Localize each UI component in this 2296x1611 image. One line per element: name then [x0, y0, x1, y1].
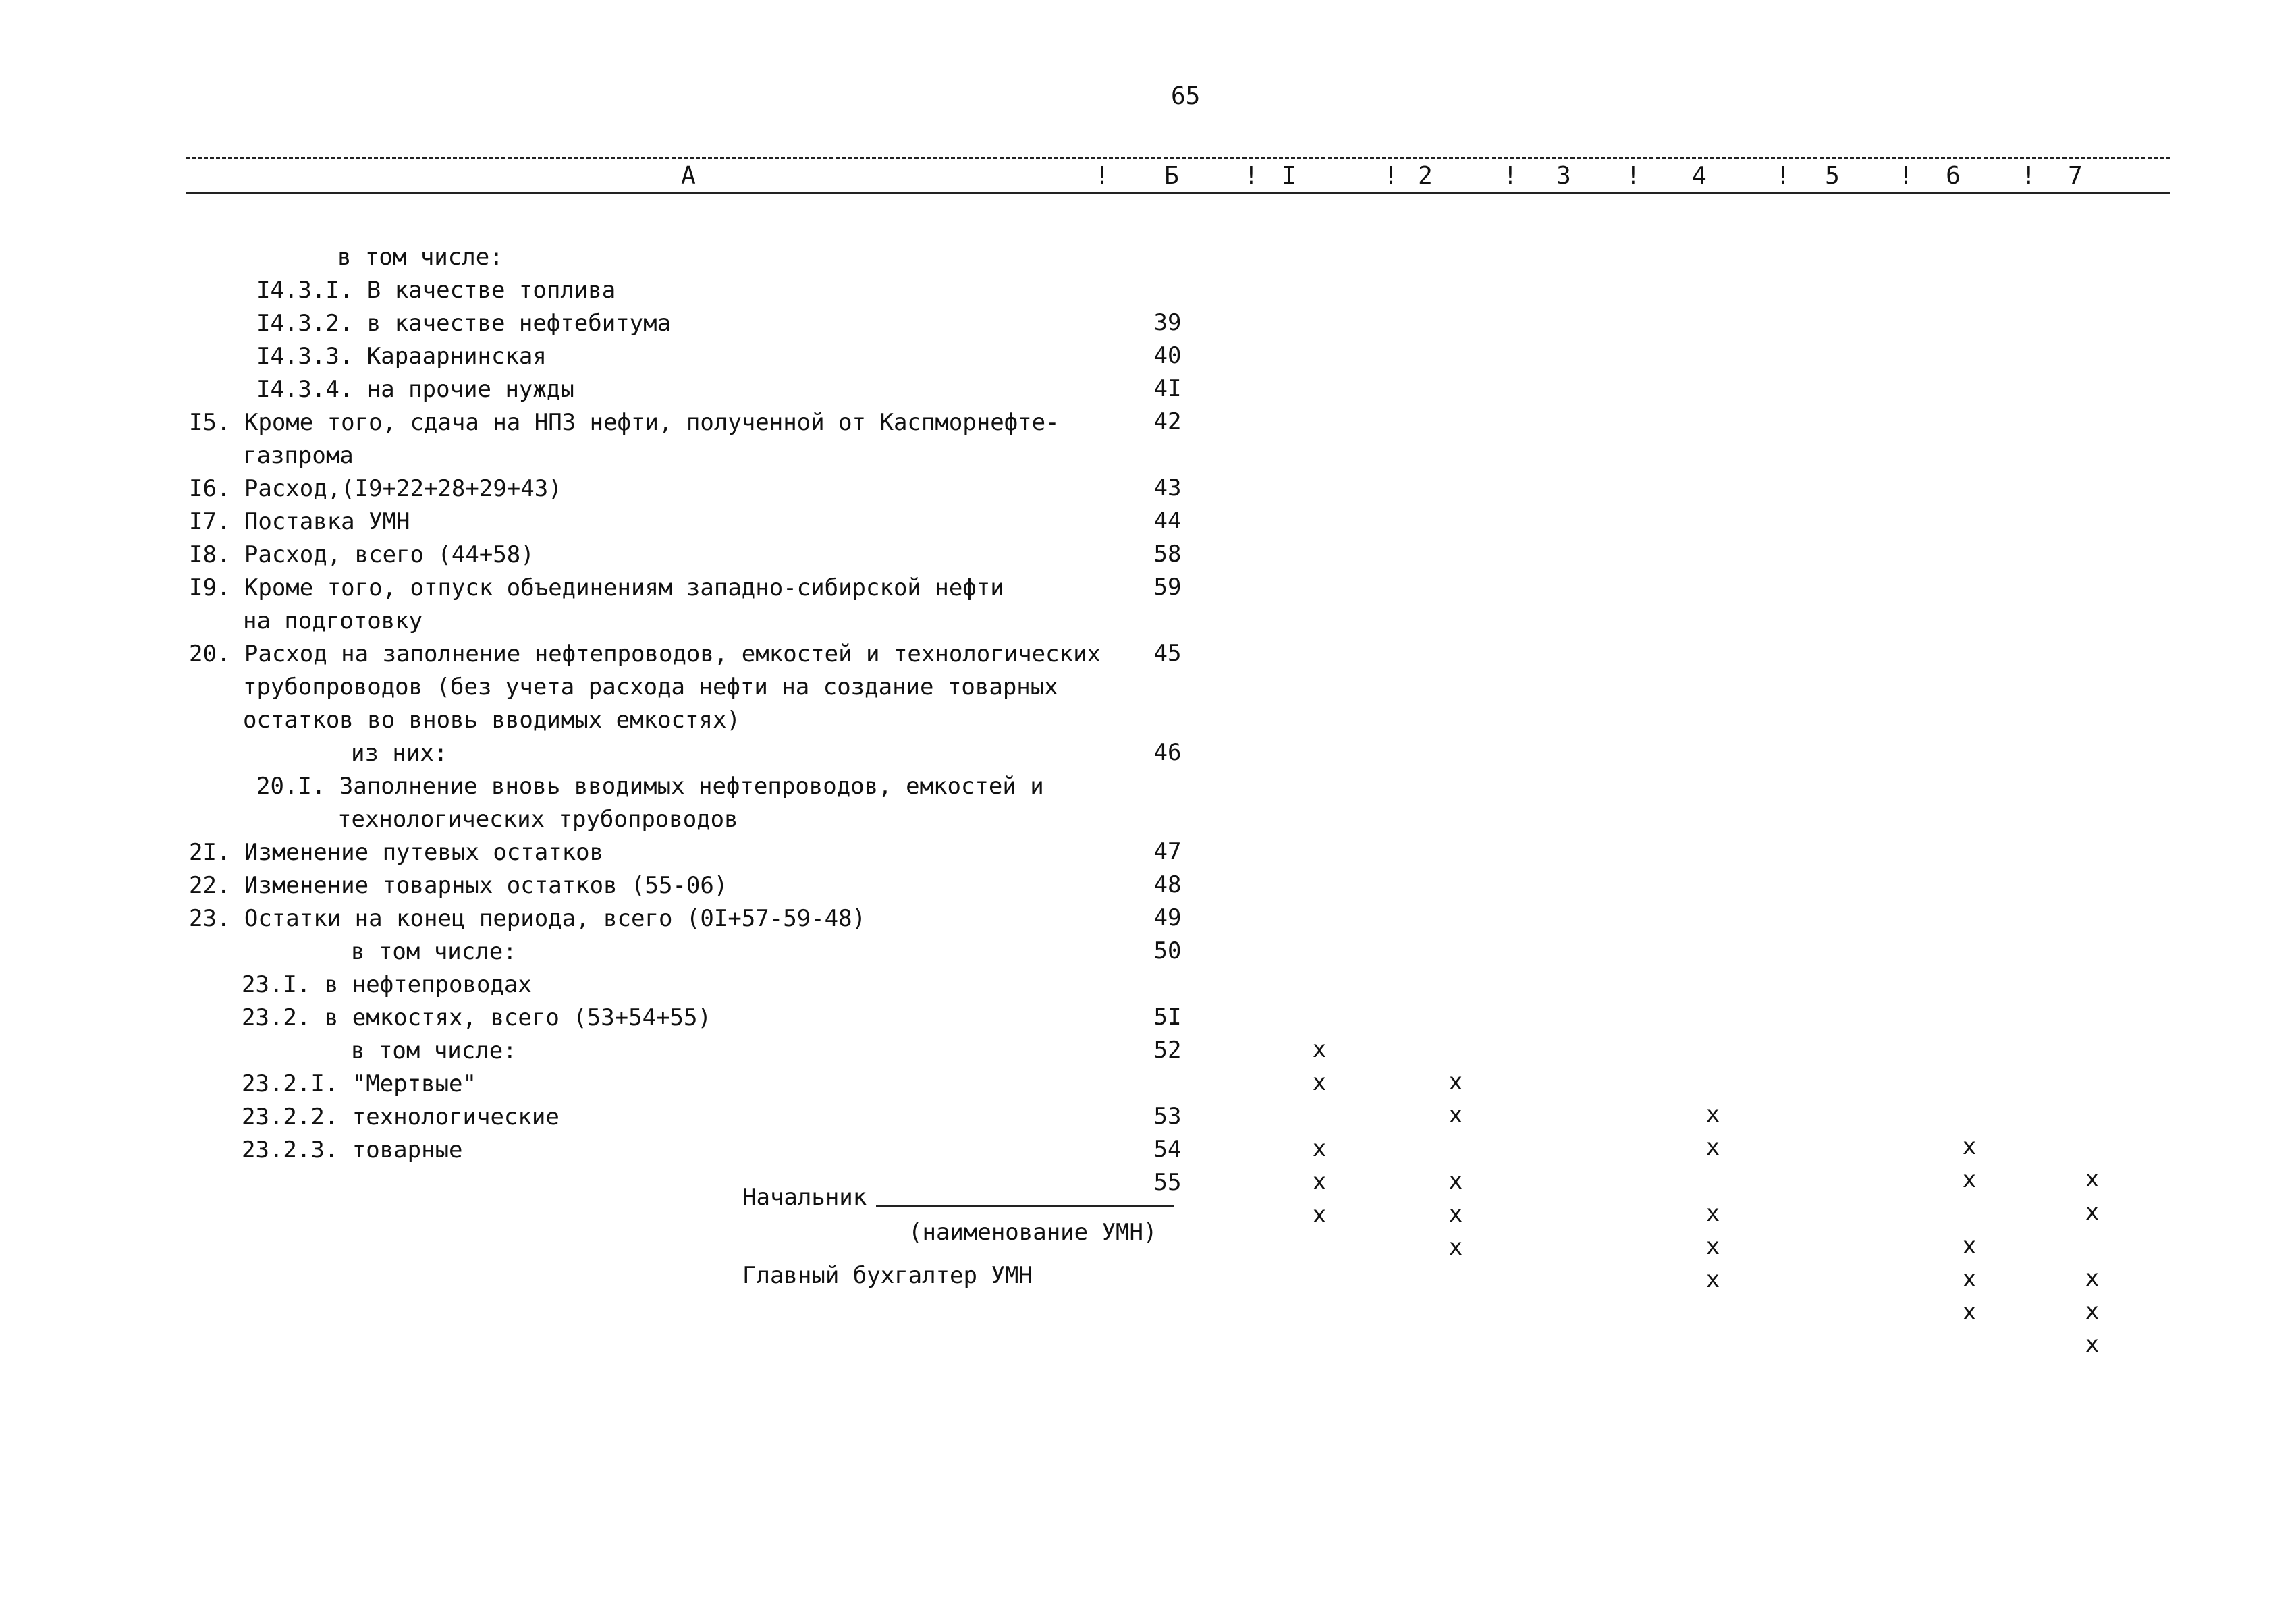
header-col-b: Б [1164, 162, 1179, 190]
header-separator: ! [1776, 162, 1791, 190]
header-separator: ! [2021, 162, 2036, 190]
cell-x: x [1962, 1232, 1977, 1259]
row-label: на подготовку [243, 607, 423, 634]
row-label: трубопроводов (без учета расхода нефти на создание товарных [243, 674, 1058, 701]
table-header [0, 162, 2296, 192]
row-label: 23.2.2. технологические [242, 1103, 559, 1130]
cell-x: x [1705, 1233, 1720, 1260]
row-code: 54 [1153, 1136, 1182, 1163]
header-separator: ! [1384, 162, 1398, 190]
header-col-4: 4 [1692, 162, 1707, 190]
cell-x: x [2085, 1166, 2100, 1193]
row-code: 45 [1153, 640, 1182, 667]
cell-x: x [2085, 1265, 2100, 1292]
header-col-a: А [681, 162, 696, 190]
cell-x: x [1962, 1299, 1977, 1326]
cell-x: x [1312, 1135, 1327, 1162]
header-separator: ! [1898, 162, 1913, 190]
row-label: 2I. Изменение путевых остатков [189, 839, 604, 866]
row-label: 20.I. Заполнение вновь вводимых нефтепроводов, емкостей и [256, 773, 1044, 800]
row-code: 39 [1153, 309, 1182, 336]
cell-x: x [1448, 1234, 1463, 1261]
cell-x: x [1962, 1166, 1977, 1193]
cell-x: x [2085, 1298, 2100, 1325]
accountant-label: Главный бухгалтер УМН [742, 1262, 1033, 1289]
table-row [0, 209, 503, 271]
row-label: газпрома [243, 442, 354, 469]
cell-x: x [1312, 1201, 1327, 1228]
row-label: I4.3.3. Караарнинская [256, 343, 547, 370]
row-label: I4.3.I. В качестве топлива [256, 277, 616, 304]
row-label: 23.I. в нефтепроводах [242, 971, 532, 998]
cell-x: x [2085, 1331, 2100, 1358]
row-label: 23.2. в емкостях, всего (53+54+55) [242, 1004, 711, 1031]
cell-x: x [1312, 1168, 1327, 1195]
row-code: 48 [1153, 871, 1182, 898]
header-col-6: 6 [1946, 162, 1961, 190]
page-number: 65 [1171, 82, 1201, 110]
row-label: 20. Расход на заполнение нефтепроводов, емкостей и технологических [189, 640, 1101, 667]
row-code: 52 [1153, 1037, 1182, 1064]
row-code: 59 [1153, 574, 1182, 601]
row-label: 23. Остатки на конец периода, всего (0I+57-59-48) [189, 905, 867, 932]
row-code: 4I [1153, 375, 1182, 402]
header-col-5: 5 [1825, 162, 1840, 190]
row-label: 23.2.3. товарные [242, 1137, 463, 1164]
row-code: 44 [1153, 508, 1182, 535]
chief-label: Начальник [742, 1184, 867, 1211]
row-code: 42 [1153, 408, 1182, 435]
header-bottom-rule [186, 192, 2170, 194]
row-code: 40 [1153, 342, 1182, 369]
table-row [0, 705, 448, 767]
cell-x: x [1448, 1101, 1463, 1128]
row-code: 58 [1153, 541, 1182, 568]
row-label: I8. Расход, всего (44+58) [189, 541, 535, 568]
row-label: в том числе: [351, 1037, 517, 1064]
table-row [0, 903, 517, 965]
row-label: остатков во вновь вводимых емкостях) [243, 707, 740, 734]
header-col-7: 7 [2068, 162, 2083, 190]
row-label: в том числе: [351, 938, 517, 965]
row-label: I7. Поставка УМН [189, 508, 410, 535]
row-label: технологических трубопроводов [337, 806, 738, 833]
row-code: 49 [1153, 904, 1182, 931]
row-label: 23.2.I. "Мертвые" [242, 1070, 476, 1097]
header-separator: ! [1244, 162, 1259, 190]
row-label: I6. Расход,(I9+22+28+29+43) [189, 475, 562, 502]
row-code: 55 [1153, 1169, 1182, 1196]
cell-x: x [1312, 1069, 1327, 1096]
row-label: 22. Изменение товарных остатков (55-06) [189, 872, 728, 899]
header-col-3: 3 [1556, 162, 1571, 190]
cell-x: x [2085, 1199, 2100, 1226]
row-label: I4.3.4. на прочие нужды [256, 376, 574, 403]
row-label: в том числе: [337, 244, 503, 271]
row-code: 5I [1153, 1004, 1182, 1031]
cell-x: x [1705, 1266, 1720, 1293]
row-label: I9. Кроме того, отпуск объединениям западно-сибирской нефти [189, 574, 1004, 601]
header-separator: ! [1503, 162, 1518, 190]
header-separator: ! [1095, 162, 1110, 190]
signature-line [876, 1205, 1174, 1207]
cell-x: x [1448, 1068, 1463, 1095]
header-separator: ! [1626, 162, 1641, 190]
row-label: из них: [351, 740, 448, 767]
header-col-1: I [1282, 162, 1296, 190]
row-code: 46 [1153, 739, 1182, 766]
cell-x: x [1705, 1101, 1720, 1128]
chief-caption: (наименование УМН) [908, 1219, 1157, 1246]
cell-x: x [1448, 1168, 1463, 1195]
cell-x: x [1312, 1036, 1327, 1063]
row-code: 50 [1153, 937, 1182, 964]
header-col-2: 2 [1418, 162, 1433, 190]
top-dashed-rule [186, 157, 2170, 159]
row-code: 47 [1153, 838, 1182, 865]
cell-x: x [1962, 1265, 1977, 1292]
cell-x: x [1705, 1134, 1720, 1161]
row-label: I4.3.2. в качестве нефтебитума [256, 310, 672, 337]
row-code: 43 [1153, 474, 1182, 501]
row-code: 53 [1153, 1103, 1182, 1130]
cell-x: x [1705, 1200, 1720, 1227]
row-label: I5. Кроме того, сдача на НПЗ нефти, полученной от Каспморнефте- [189, 409, 1060, 436]
cell-x: x [1448, 1201, 1463, 1228]
cell-x: x [1962, 1133, 1977, 1160]
